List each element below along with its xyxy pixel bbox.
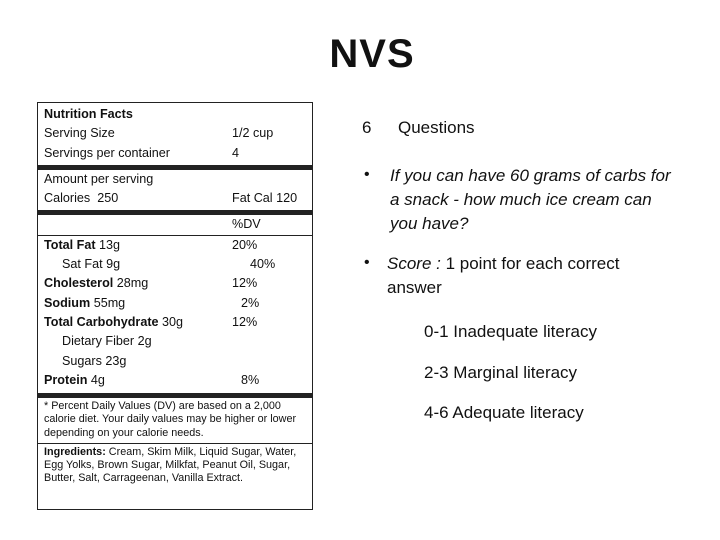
literacy-level: 2-3 Marginal literacy	[424, 363, 578, 382]
literacy-level: 4-6 Adequate literacy	[424, 403, 584, 422]
nutrient-name: Dietary Fiber	[62, 334, 135, 349]
nutrient-dv: 20%	[232, 237, 258, 252]
nutrient-row	[38, 313, 312, 332]
nutrient-row	[38, 294, 312, 313]
bullet-icon: •	[364, 166, 370, 183]
nutrient-name: Total Fat	[44, 237, 96, 252]
nutrient-dv: 40%	[250, 257, 276, 272]
literacy-level: 0-1 Inadequate literacy	[424, 322, 597, 341]
servings-value: 4	[232, 145, 240, 160]
nutrient-amount: 23g	[105, 353, 127, 368]
nutrient-row	[38, 332, 312, 351]
nutrient-row	[38, 255, 312, 274]
nutrient-name: Protein	[44, 372, 88, 387]
question-text: If you can have 60 grams of carbs for a snack - how much ice cream can you have?	[390, 166, 671, 233]
calories-value: 250	[97, 191, 119, 206]
footnote: * Percent Daily Values (DV) are based on a 2,000 calorie diet. Your daily values may be higher or lower depending on your calorie needs.	[44, 400, 297, 439]
nutrient-row	[38, 352, 312, 371]
question-count: 6	[362, 118, 372, 137]
servings-label: Servings per container	[44, 145, 171, 160]
ingredients-label: Ingredients:	[44, 445, 106, 458]
ingredients-block	[38, 444, 312, 486]
ingredients-text: Cream, Skim Milk, Liquid Sugar, Water, Egg Yolks, Brown Sugar, Milkfat, Peanut Oil, Sugar, Butter, Salt, Carrageenan, Vanilla Extract.	[44, 445, 297, 485]
questions-heading: Questions	[398, 118, 475, 137]
nutrient-amount: 30g	[162, 314, 184, 329]
nutrient-dv: 8%	[241, 372, 260, 387]
serving-size-value: 1/2 cup	[232, 126, 274, 141]
nutrient-row	[38, 371, 312, 390]
nutrient-dv	[250, 332, 308, 351]
nutrient-amount: 4g	[90, 372, 105, 387]
nutrient-name: Total Carbohydrate	[44, 314, 159, 329]
nutrient-name: Sugars	[62, 353, 102, 368]
bullet-icon: •	[364, 254, 370, 271]
label-heading: Nutrition Facts	[44, 107, 133, 121]
amount-label: Amount per serving	[44, 171, 154, 186]
nutrient-dv: 12%	[232, 276, 258, 291]
nutrient-row	[38, 274, 312, 293]
nutrient-dv	[250, 352, 308, 371]
slide-title: NVS	[329, 32, 415, 76]
score-label: Score :	[387, 254, 441, 273]
serving-size-label: Serving Size	[44, 126, 115, 141]
nutrient-name: Sodium	[44, 295, 91, 310]
nutrition-facts-label	[37, 102, 313, 510]
nutrient-row	[38, 236, 312, 255]
nutrient-name: Cholesterol	[44, 276, 114, 291]
nutrient-amount: 2g	[137, 334, 152, 349]
nutrient-name: Sat Fat	[62, 257, 103, 272]
score-text	[387, 252, 677, 300]
fat-cal-value: 120	[276, 191, 298, 206]
fat-cal-label: Fat Cal	[232, 191, 273, 206]
dv-header: %DV	[232, 217, 261, 232]
nutrient-amount: 28mg	[116, 276, 149, 291]
nutrient-amount: 55mg	[93, 295, 126, 310]
score-description: 1 point for each correct answer	[387, 254, 620, 297]
nutrient-dv: 2%	[241, 295, 260, 310]
nutrient-amount: 9g	[106, 257, 121, 272]
nutrient-amount: 13g	[99, 237, 121, 252]
nutrient-dv: 12%	[232, 314, 258, 329]
calories-label: Calories	[44, 191, 91, 206]
